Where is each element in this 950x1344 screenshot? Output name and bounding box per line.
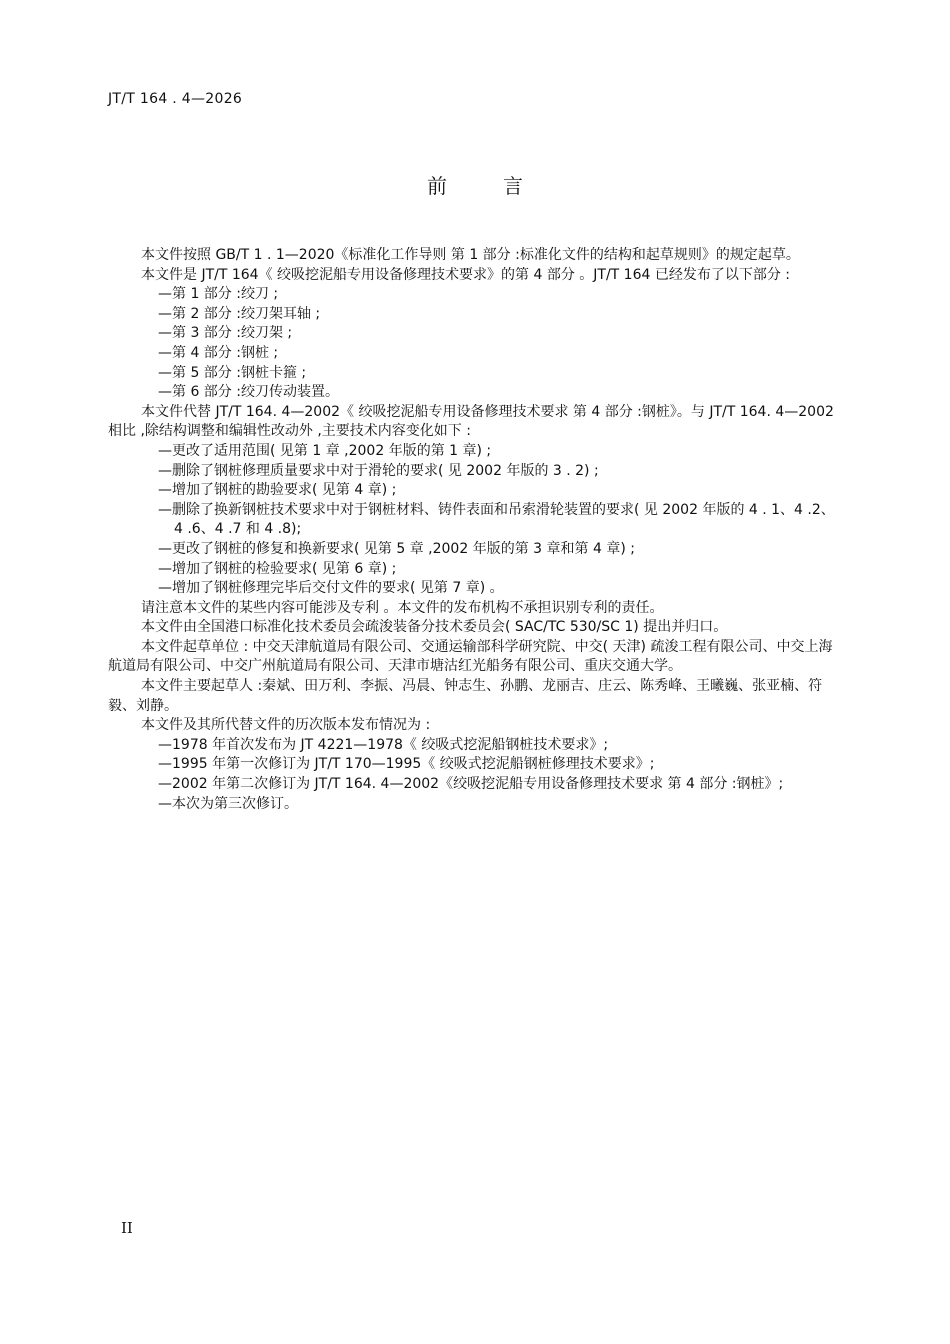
list-item-history: —1995 年第一次修订为 JT/T 170—1995《 绞吸式挖泥船钢桩修理技术要求》; bbox=[158, 756, 655, 773]
paragraph-series-parts: 本文件是 JT/T 164《 绞吸挖泥船专用设备修理技术要求》的第 4 部分 。JT/T 164 已经发布了以下部分 : bbox=[141, 266, 791, 283]
list-item-part: —第 2 部分 :绞刀架耳轴 ; bbox=[158, 305, 321, 322]
list-item-change: —增加了钢桩的勘验要求( 见第 4 章) ; bbox=[158, 482, 397, 499]
list-item-history: —本次为第三次修订。 bbox=[158, 795, 298, 812]
paragraph-history-intro: 本文件及其所代替文件的历次版本发布情况为 : bbox=[141, 717, 431, 734]
page-number: II bbox=[121, 1219, 133, 1237]
paragraph-replaces: 本文件代替 JT/T 164. 4—2002《 绞吸挖泥船专用设备修理技术要求 第 4 部分 :钢桩》。与 JT/T 164. 4—2002 相比 ,除结构调整和编辑性改动外 ,主要技术内容变化如下 : bbox=[108, 403, 834, 440]
list-item-change: —增加了钢桩的检验要求( 见第 6 章) ; bbox=[158, 560, 397, 577]
paragraph-proposer: 本文件由全国港口标准化技术委员会疏浚装备分技术委员会( SAC/TC 530/SC 1) 提出并归口。 bbox=[141, 619, 728, 636]
paragraph-drafters: 本文件主要起草人 :秦斌、田万利、李振、冯晨、钟志生、孙鹏、龙丽吉、庄云、陈秀峰、王曦巍、张亚楠、符毅、刘静。 bbox=[108, 678, 823, 714]
list-item-change: —增加了钢桩修理完毕后交付文件的要求( 见第 7 章) 。 bbox=[158, 580, 504, 597]
foreword-body bbox=[108, 246, 843, 814]
document-code: JT/T 164 . 4—2026 bbox=[108, 91, 243, 107]
list-item-change: —更改了适用范围( 见第 1 章 ,2002 年版的第 1 章) ; bbox=[158, 442, 492, 459]
list-item-change: —更改了钢桩的修复和换新要求( 见第 5 章 ,2002 年版的第 3 章和第 4 章) ; bbox=[158, 540, 635, 557]
paragraph-drafting-rules: 本文件按照 GB/T 1 . 1—2020《标准化工作导则 第 1 部分 :标准化文件的结构和起草规则》的规定起草。 bbox=[141, 247, 800, 263]
paragraph-patent-notice: 请注意本文件的某些内容可能涉及专利 。本文件的发布机构不承担识别专利的责任。 bbox=[141, 599, 664, 616]
list-item-change: —删除了钢桩修理质量要求中对于滑轮的要求( 见 2002 年版的 3 . 2) ; bbox=[158, 462, 599, 479]
list-item-history: —1978 年首次发布为 JT 4221—1978《 绞吸式挖泥船钢桩技术要求》; bbox=[158, 736, 609, 753]
paragraph-drafting-units: 本文件起草单位 : 中交天津航道局有限公司、交通运输部科学研究院、中交( 天津) 疏浚工程有限公司、中交上海航道局有限公司、中交广州航道局有限公司、天津市塘沽红光船务有限公司、重庆交通大学。 bbox=[108, 638, 833, 675]
list-item-part: —第 3 部分 :绞刀架 ; bbox=[158, 325, 293, 342]
list-item-part: —第 1 部分 :绞刀 ; bbox=[158, 286, 279, 303]
list-item-history: —2002 年第二次修订为 JT/T 164. 4—2002《绞吸挖泥船专用设备修理技术要求 第 4 部分 :钢桩》; bbox=[158, 776, 784, 793]
list-item-part: —第 5 部分 :钢桩卡箍 ; bbox=[158, 364, 307, 381]
list-item-change: —删除了换新钢桩技术要求中对于钢桩材料、铸件表面和吊索滑轮装置的要求( 见 2002 年版的 4 . 1、4 .2、4 .6、4 .7 和 4 .8); bbox=[158, 501, 835, 538]
list-item-part: —第 6 部分 :绞刀传动装置。 bbox=[158, 384, 339, 401]
page-title: 前言 bbox=[427, 174, 579, 198]
list-item-part: —第 4 部分 :钢桩 ; bbox=[158, 344, 279, 361]
